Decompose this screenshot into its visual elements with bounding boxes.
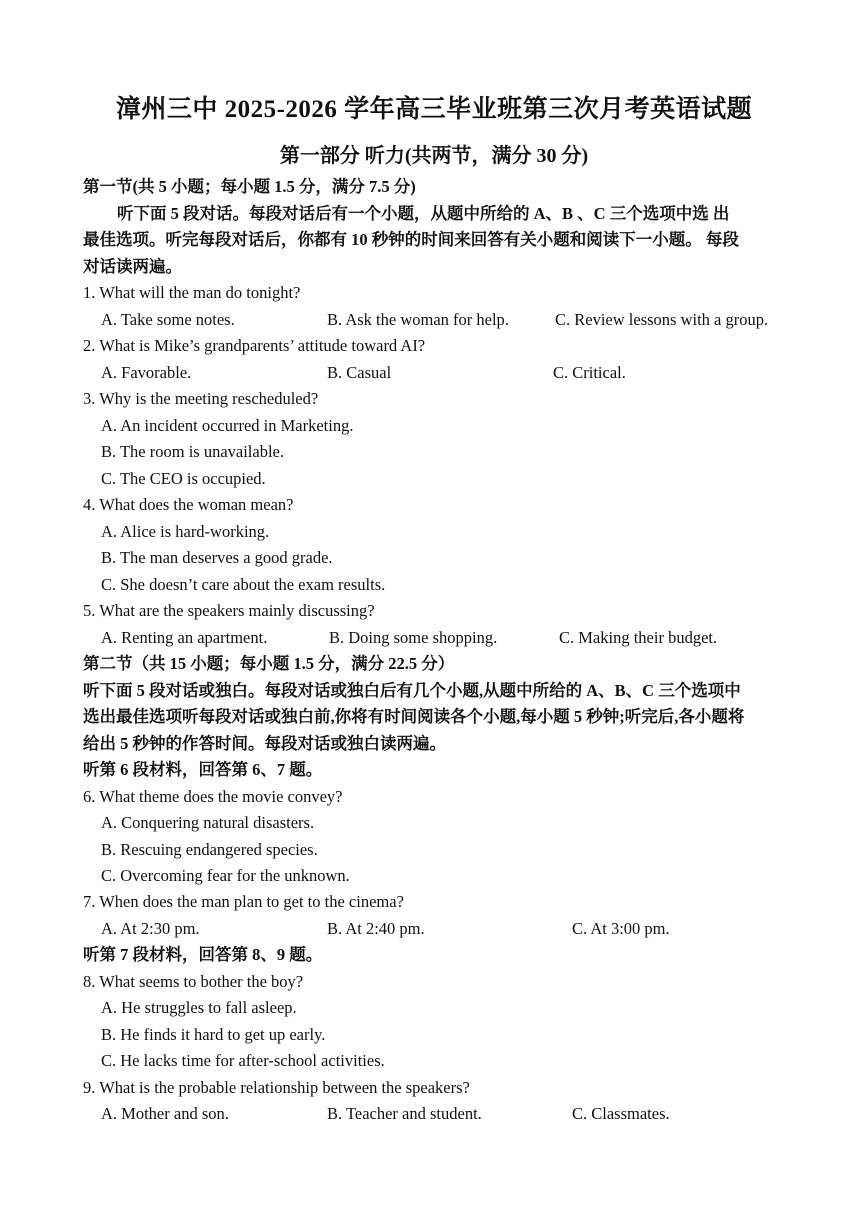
material-heading: 听第 7 段材料，回答第 8、9 题。 [83, 945, 323, 964]
option-b: B. Rescuing endangered species. [101, 840, 318, 859]
option-a: A. At 2:30 pm. [101, 919, 200, 938]
option-b: B. He finds it hard to get up early. [101, 1025, 326, 1044]
option-a: A. Alice is hard-working. [101, 522, 270, 541]
option-a: A. He struggles to fall asleep. [101, 998, 297, 1017]
option-a: A. Favorable. [101, 363, 192, 382]
option-c: C. She doesn’t care about the exam results. [101, 575, 386, 594]
option-c: C. Review lessons with a group. [555, 310, 769, 329]
option-c: C. Classmates. [572, 1104, 670, 1123]
material-heading: 听第 6 段材料，回答第 6、7 题。 [83, 760, 323, 779]
option-b: B. Teacher and student. [327, 1104, 482, 1123]
question-stem: 5. What are the speakers mainly discussing? [83, 601, 375, 620]
question-stem: 7. When does the man plan to get to the cinema? [83, 892, 404, 911]
option-c: C. The CEO is occupied. [101, 469, 266, 488]
question-stem: 2. What is Mike’s grandparents’ attitude toward AI? [83, 336, 426, 355]
section2-instruction-line: 听下面 5 段对话或独白。每段对话或独白后有几个小题,从题中所给的 A、B、C 三个选项中 [83, 681, 741, 700]
option-b: B. At 2:40 pm. [327, 919, 425, 938]
question-stem: 4. What does the woman mean? [83, 495, 294, 514]
section1-instruction-line: 听下面 5 段对话。每段对话后有一个小题，从题中所给的 A、B 、C 三个选项中选 出 [117, 204, 730, 223]
option-c: C. Overcoming fear for the unknown. [101, 866, 350, 885]
part1-title: 第一部分 听力(共两节，满分 30 分) [279, 145, 589, 167]
option-b: B. The man deserves a good grade. [101, 548, 333, 567]
option-a: A. Renting an apartment. [101, 628, 268, 647]
section1-instruction-line: 最佳选项。听完每段对话后，你都有 10 秒钟的时间来回答有关小题和阅读下一小题。 每段 [83, 230, 739, 249]
option-a: A. Conquering natural disasters. [101, 813, 315, 832]
option-b: B. Ask the woman for help. [327, 310, 509, 329]
option-c: C. At 3:00 pm. [572, 919, 670, 938]
section2-instruction-line: 选出最佳选项听每段对话或独白前,你将有时间阅读各个小题,每小题 5 秒钟;听完后,各小题将 [83, 707, 745, 726]
option-b: B. The room is unavailable. [101, 442, 284, 461]
section2-heading: 第二节（共 15 小题；每小题 1.5 分，满分 22.5 分） [83, 654, 455, 673]
question-stem: 1. What will the man do tonight? [83, 283, 301, 302]
option-b: B. Casual [327, 363, 392, 382]
section1-instruction-line: 对话读两遍。 [83, 257, 182, 276]
option-c: C. Critical. [553, 363, 626, 382]
option-c: C. Making their budget. [559, 628, 718, 647]
option-c: C. He lacks time for after-school activities. [101, 1051, 385, 1070]
question-stem: 3. Why is the meeting rescheduled? [83, 389, 319, 408]
section1-heading: 第一节(共 5 小题；每小题 1.5 分，满分 7.5 分) [83, 177, 416, 196]
question-stem: 8. What seems to bother the boy? [83, 972, 304, 991]
question-stem: 6. What theme does the movie convey? [83, 787, 343, 806]
option-b: B. Doing some shopping. [329, 628, 498, 647]
exam-title: 漳州三中 2025-2026 学年高三毕业班第三次月考英语试题 [115, 96, 753, 123]
option-a: A. Take some notes. [101, 310, 235, 329]
option-a: A. Mother and son. [101, 1104, 229, 1123]
section2-instruction-line: 给出 5 秒钟的作答时间。每段对话或独白读两遍。 [83, 734, 446, 753]
option-a: A. An incident occurred in Marketing. [101, 416, 354, 435]
question-stem: 9. What is the probable relationship between the speakers? [83, 1078, 470, 1097]
